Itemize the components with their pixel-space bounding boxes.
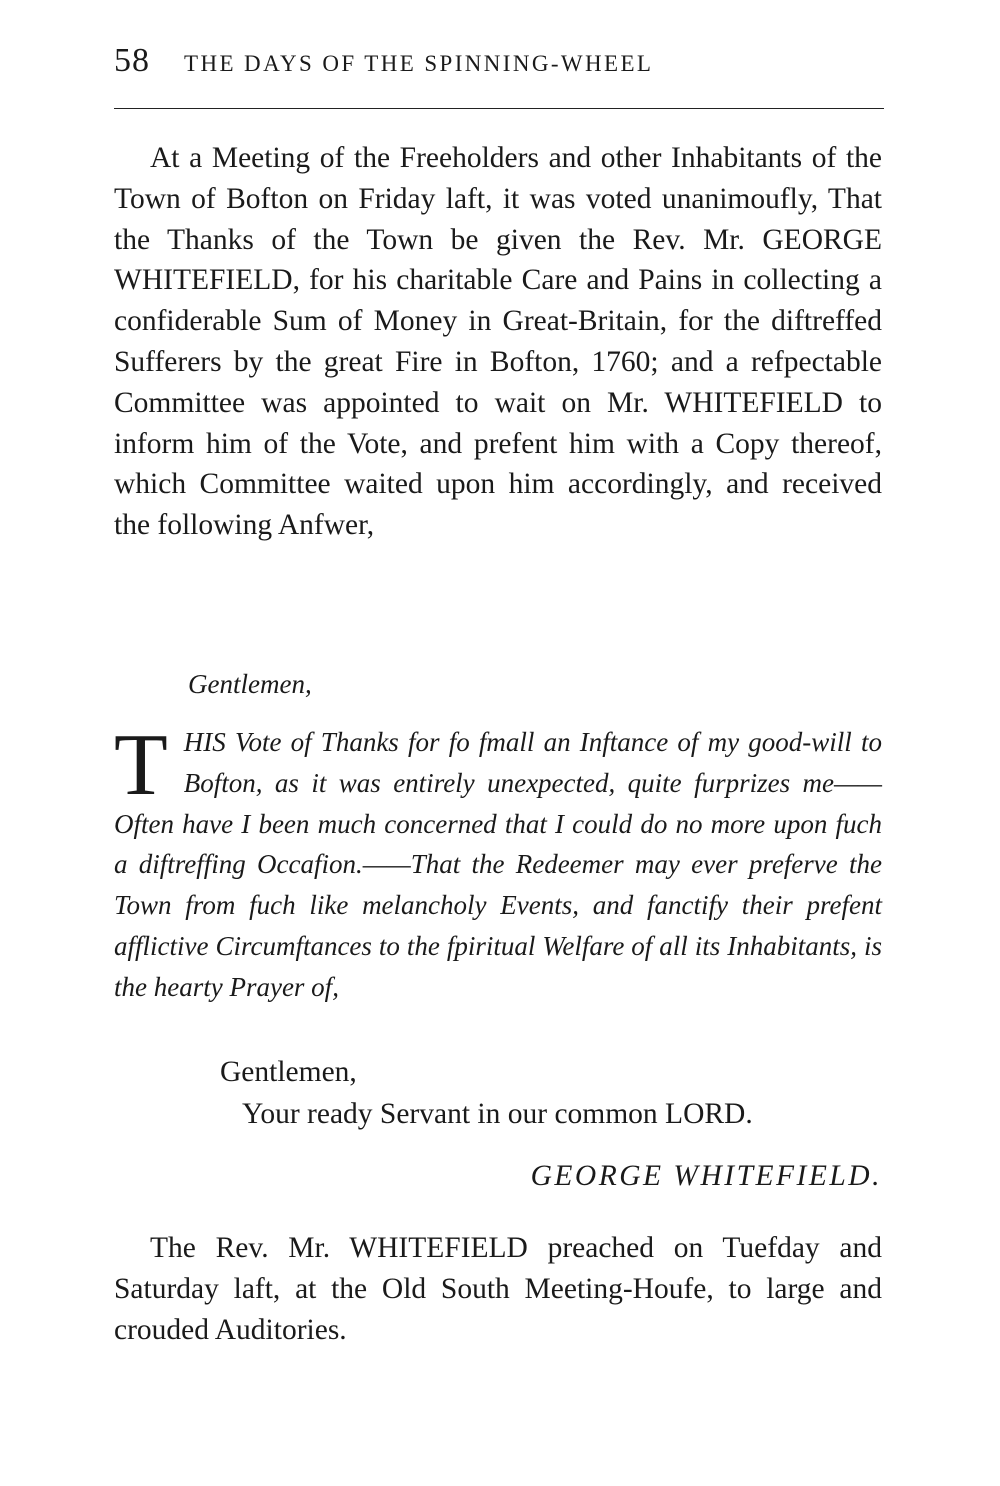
letter-closing-salutation: Gentlemen, xyxy=(220,1056,357,1088)
letter-signature: GEORGE WHITEFIELD. xyxy=(530,1160,882,1192)
letter-salutation: Gentlemen, xyxy=(188,669,312,699)
header-rule xyxy=(114,108,884,109)
letter-valediction: Your ready Servant in our common LORD. xyxy=(242,1098,753,1130)
preaching-paragraph: The Rev. Mr. WHITEFIELD preached on Tuefday and Saturday laft, at the Old South Meeting-Houfe, to large and crouded Auditories. xyxy=(114,1232,882,1346)
letter-text: HIS Vote of Thanks for fo fmall an Inftance of my good-will to Bofton, as it was entirely unexpected, quite furprizes me——Often have I been much concerned that I could do no more upon fuch a diftreffing Occafion.——That the Redeemer may ever preferve the Town from fuch like melancholy Events, and fanctify their prefent afflictive Circumftances to the fpiritual Welfare of all its Inhabitants, is the hearty Prayer of, xyxy=(114,727,882,1002)
letter-body xyxy=(114,717,882,1008)
town-meeting-paragraph: At a Meeting of the Freeholders and other Inhabitants of the Town of Bofton on Friday laft, it was voted unanimoufly, That the Thanks of the Town be given the Rev. Mr. GEORGE WHITEFIELD, for his charitable Care and Pains in collecting a confiderable Sum of Money in Great-Britain, for the diftreffed Sufferers by the great Fire in Bofton, 1760; and a refpectable Committee was appointed to wait on Mr. WHITEFIELD to inform him of the Vote, and prefent him with a Copy thereof, which Committee waited upon him accordingly, and received the following Anfwer, xyxy=(114,142,882,542)
running-head xyxy=(114,42,884,82)
page-number: 58 xyxy=(114,42,150,79)
drop-cap: T xyxy=(114,717,168,814)
running-title: THE DAYS OF THE SPINNING-WHEEL xyxy=(184,51,654,76)
